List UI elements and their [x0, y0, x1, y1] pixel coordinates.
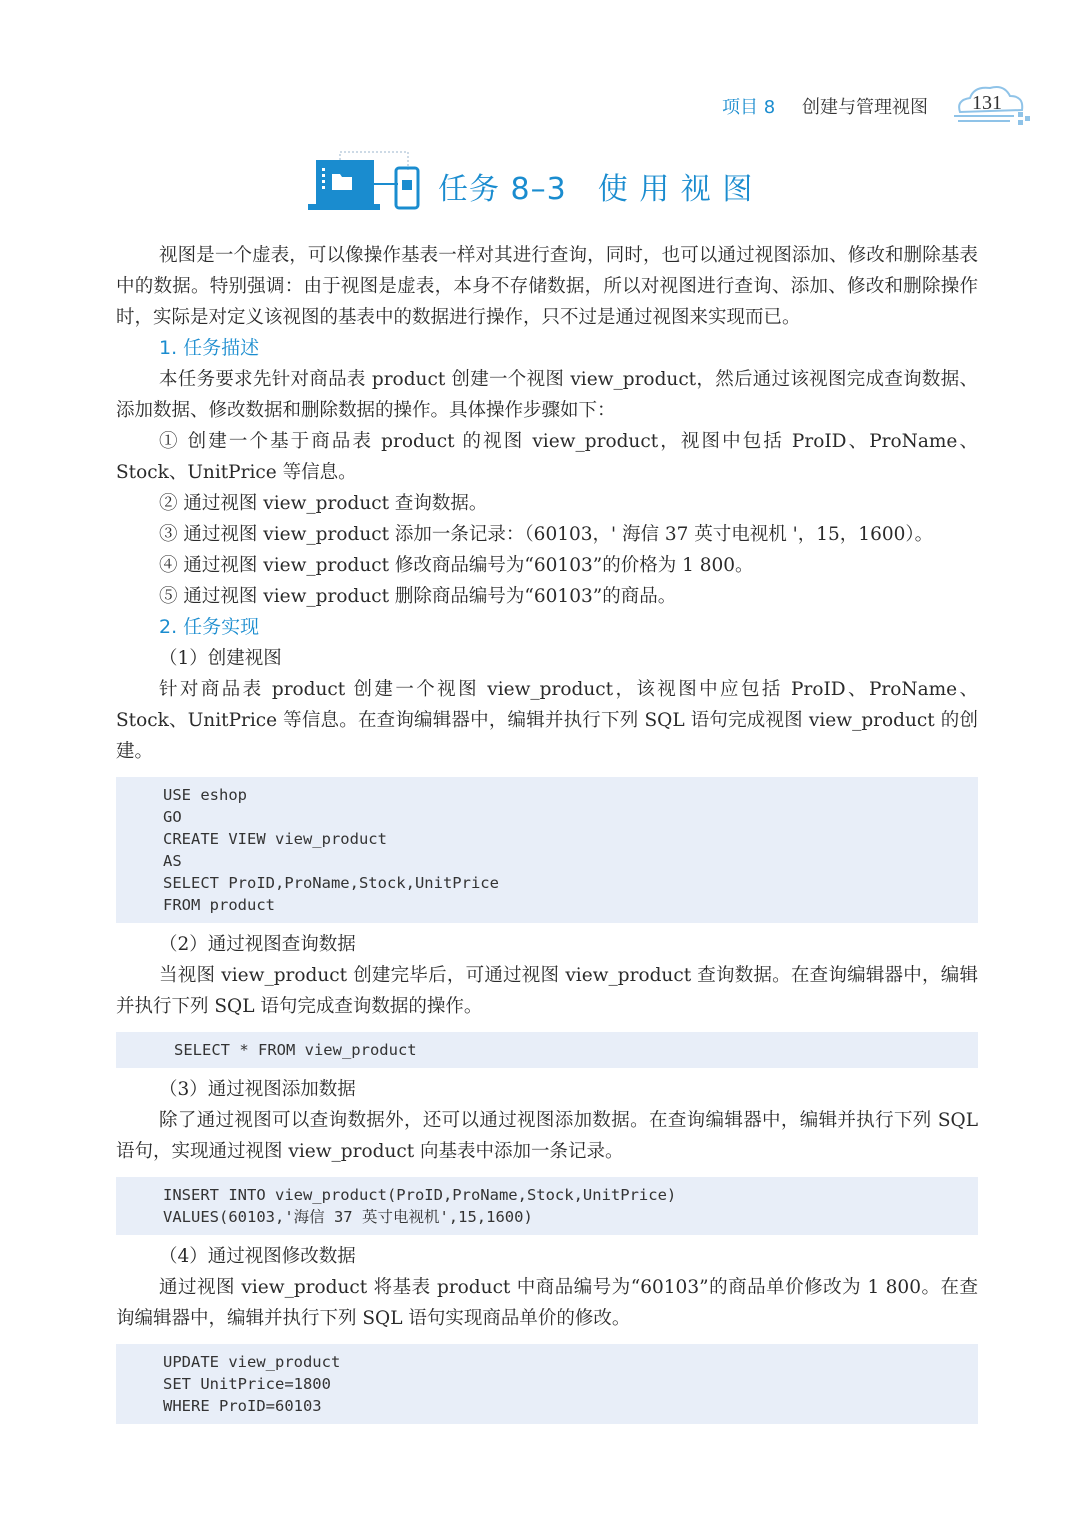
paragraph: 针对商品表 product 创建一个视图 view_product，该视图中应包括 ProID、ProName、Stock、UnitPrice 等信息。在查询编辑器中，编辑并执行下列 SQL 语句完成视图 view_product 的创建。 — [116, 679, 978, 762]
task-title: 任务 8–3 使 用 视 图 — [438, 172, 754, 207]
task-title-block — [306, 150, 806, 214]
paragraph: 当视图 view_product 创建完毕后，可通过视图 view_product 查询数据。在查询编辑器中，编辑并执行下列 SQL 语句完成查询数据的操作。 — [116, 965, 978, 1017]
code-block: USE eshop GO CREATE VIEW view_product AS SELECT ProID,ProName,Stock,UnitPrice FROM product — [116, 777, 978, 923]
section-heading-task-description: 1. 任务描述 — [159, 337, 260, 359]
laptop-phone-icon — [306, 150, 426, 214]
subsection-heading: （3）通过视图添加数据 — [159, 1079, 356, 1100]
subsection-heading: （4）通过视图修改数据 — [159, 1246, 356, 1267]
section-heading-implementation: 2. 任务实现 — [159, 616, 260, 638]
chapter-title: 创建与管理视图 — [802, 97, 928, 118]
code-block: INSERT INTO view_product(ProID,ProName,Stock,UnitPrice) VALUES(60103,'海信 37 英寸电视机',15,1600) — [116, 1177, 978, 1235]
subsection-heading: （1）创建视图 — [159, 648, 282, 669]
step-item: ④ 通过视图 view_product 修改商品编号为“60103”的价格为 1 800。 — [159, 555, 754, 576]
step-item: ① 创建一个基于商品表 product 的视图 view_product，视图中包括 ProID、ProName、Stock、UnitPrice 等信息。 — [116, 431, 978, 483]
step-item: ③ 通过视图 view_product 添加一条记录：（60103，' 海信 37 英寸电视机 '，15，1600）。 — [159, 524, 934, 545]
paragraph: 通过视图 view_product 将基表 product 中商品编号为“60103”的商品单价修改为 1 800。在查询编辑器中，编辑并执行下列 SQL 语句实现商品单价的修改。 — [116, 1277, 978, 1329]
task-description-paragraph: 本任务要求先针对商品表 product 创建一个视图 view_product，然后通过该视图完成查询数据、添加数据、修改数据和删除数据的操作。具体操作步骤如下： — [116, 369, 978, 421]
page-number: 131 — [972, 92, 1002, 114]
code-block: UPDATE view_product SET UnitPrice=1800 WHERE ProID=60103 — [116, 1344, 978, 1424]
step-item: ② 通过视图 view_product 查询数据。 — [159, 493, 488, 514]
running-header — [722, 88, 1042, 128]
project-label: 项目 8 — [722, 97, 776, 118]
subsection-heading: （2）通过视图查询数据 — [159, 934, 356, 955]
main-content — [116, 240, 978, 1430]
paragraph: 除了通过视图可以查询数据外，还可以通过视图添加数据。在查询编辑器中，编辑并执行下列 SQL 语句，实现通过视图 view_product 向基表中添加一条记录。 — [116, 1110, 978, 1162]
code-block: SELECT * FROM view_product — [116, 1032, 978, 1068]
intro-paragraph: 视图是一个虚表，可以像操作基表一样对其进行查询，同时，也可以通过视图添加、修改和删除基表中的数据。特别强调：由于视图是虚表，本身不存储数据，所以对视图进行查询、添加、修改和删除操作时，实际是对定义该视图的基表中的数据进行操作，只不过是通过视图来实现而已。 — [116, 245, 978, 328]
step-item: ⑤ 通过视图 view_product 删除商品编号为“60103”的商品。 — [159, 586, 677, 607]
